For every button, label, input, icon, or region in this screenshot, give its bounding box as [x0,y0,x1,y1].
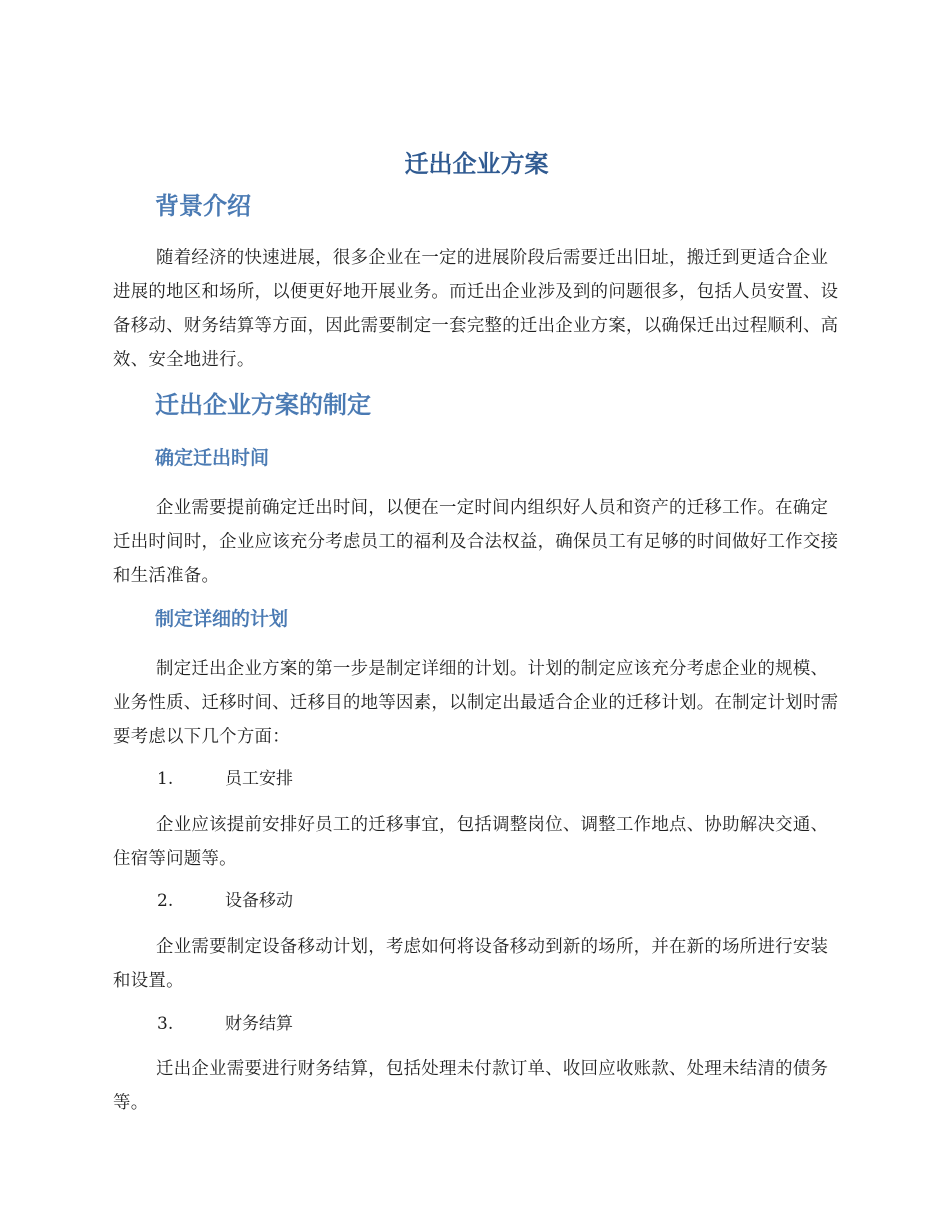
document-title: 迁出企业方案 [404,150,549,178]
list-number: 2. [157,891,174,911]
subsection-heading-detailed-plan: 制定详细的计划 [155,608,289,630]
list-label: 员工安排 [225,769,293,789]
section-heading-background: 背景介绍 [155,192,251,220]
paragraph-background: 随着经济的快速进展，很多企业在一定的进展阶段后需要迁出旧址，搬迁到更适合企业进展的地区和场所，以便更好地开展业务。而迁出企业涉及到的问题很多，包括人员安置、设备移动、财务结算等方面，因此需要制定一套完整的迁出企业方案，以确保迁出过程顺利、高效、安全地进行。 [113,248,839,370]
paragraph-equipment: 企业需要制定设备移动计划，考虑如何将设备移动到新的场所，并在新的场所进行安装和设置。 [113,937,829,991]
paragraph-move-time: 企业需要提前确定迁出时间，以便在一定时间内组织好人员和资产的迁移工作。在确定迁出时间时，企业应该充分考虑员工的福利及合法权益，确保员工有足够的时间做好工作交接和生活准备。 [113,498,839,586]
paragraph-detailed-plan: 制定迁出企业方案的第一步是制定详细的计划。计划的制定应该充分考虑企业的规模、业务性质、迁移时间、迁移目的地等因素，以制定出最适合企业的迁移计划。在制定计划时需要考虑以下几个方面： [113,659,839,747]
paragraph-staff: 企业应该提前安排好员工的迁移事宜，包括调整岗位、调整工作地点、协助解决交通、住宿等问题等。 [113,815,829,869]
list-item-staff [157,767,293,791]
list-label: 财务结算 [225,1014,293,1034]
section-heading-plan-formulation: 迁出企业方案的制定 [155,391,371,419]
paragraph-finance: 迁出企业需要进行财务结算，包括处理未付款订单、收回应收账款、处理未结清的债务等。 [113,1059,829,1113]
list-number: 1. [157,769,174,789]
list-item-finance [157,1012,293,1036]
list-number: 3. [157,1014,174,1034]
subsection-heading-move-time: 确定迁出时间 [155,447,270,469]
list-label: 设备移动 [225,891,293,911]
list-item-equipment [157,889,293,913]
